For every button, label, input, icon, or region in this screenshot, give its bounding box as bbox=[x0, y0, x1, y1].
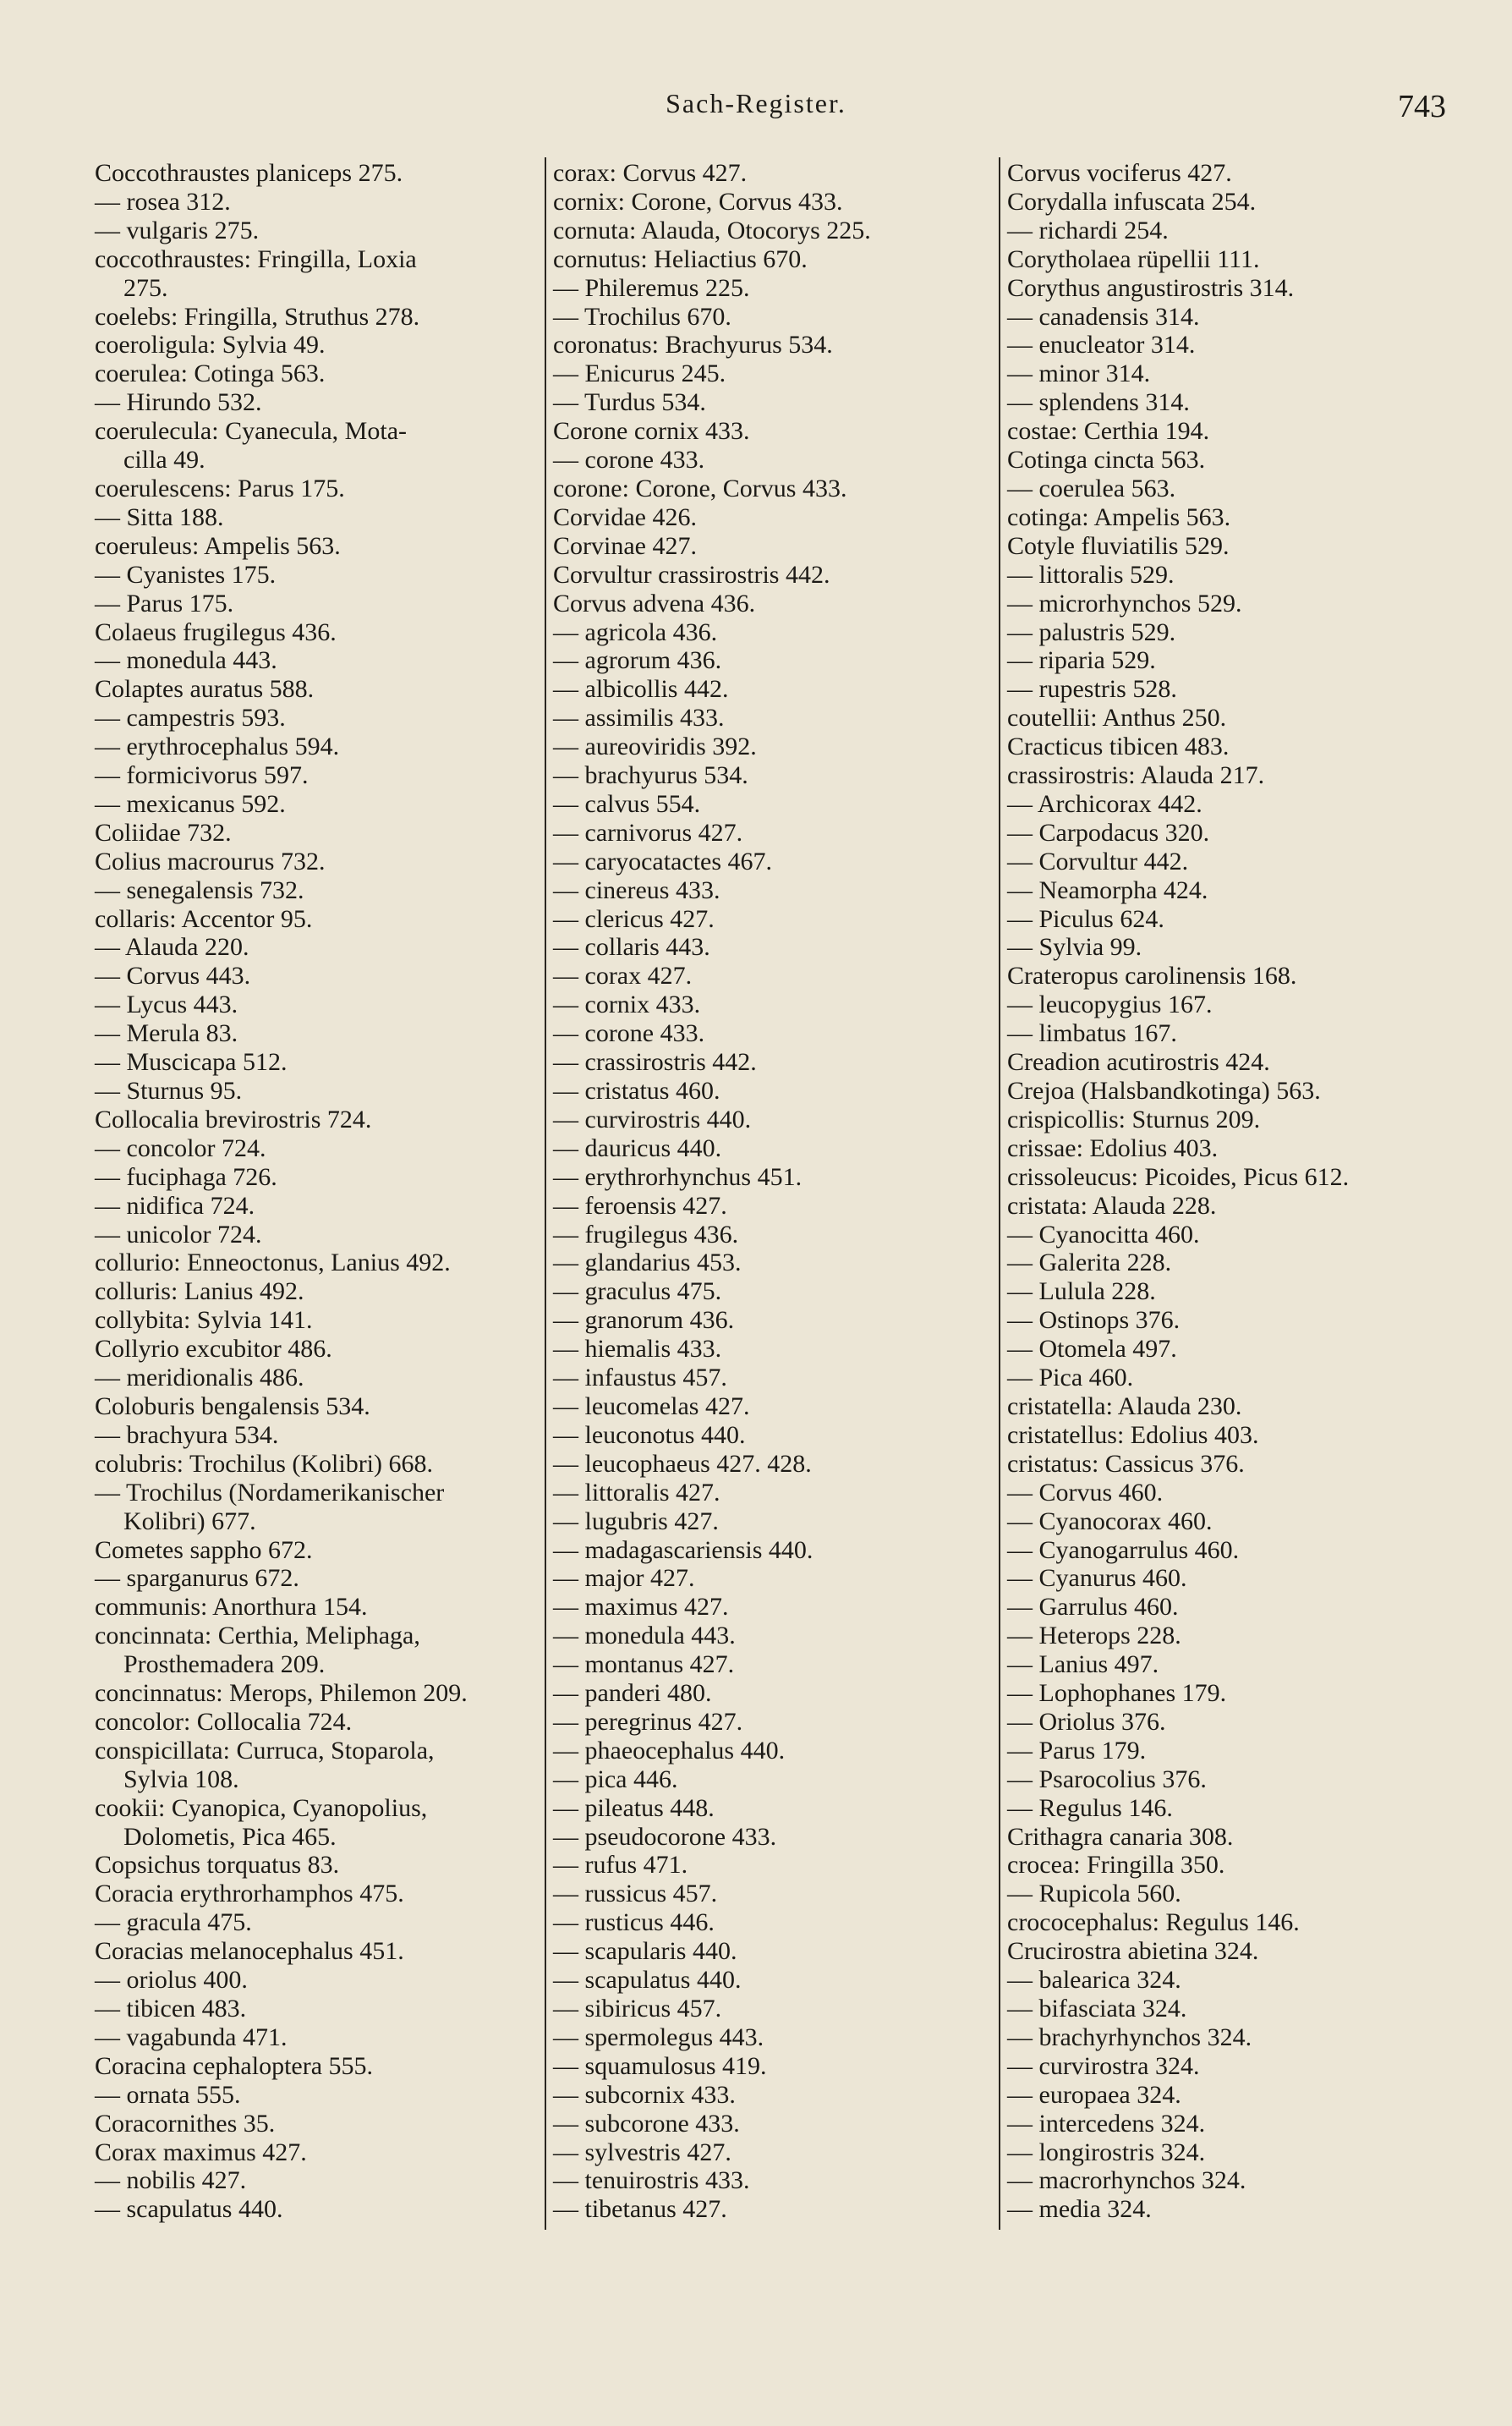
index-entry: — glandarius 453. bbox=[553, 1249, 742, 1277]
index-entry: Copsichus torquatus 83. bbox=[95, 1851, 340, 1880]
index-entry: — Hirundo 532. bbox=[95, 388, 262, 417]
index-entry: — limbatus 167. bbox=[1007, 1019, 1177, 1048]
index-entry: — riparia 529. bbox=[1007, 646, 1156, 675]
index-entry: — tibetanus 427. bbox=[553, 2195, 727, 2224]
index-entry: Coloburis bengalensis 534. bbox=[95, 1391, 370, 1420]
index-entry: Coracia erythrorhamphos 475. bbox=[95, 1880, 404, 1908]
index-entry: — Merula 83. bbox=[95, 1019, 238, 1048]
index-entry: — formicivorus 597. bbox=[95, 761, 309, 790]
index-entry: — Galerita 228. bbox=[1007, 1249, 1172, 1277]
index-entry: — scapularis 440. bbox=[553, 1937, 737, 1966]
index-entry: — leucomelas 427. bbox=[553, 1391, 750, 1420]
index-entry: Prosthemadera 209. bbox=[123, 1650, 326, 1679]
index-entry: — infaustus 457. bbox=[553, 1364, 727, 1392]
index-entry: — sylvestris 427. bbox=[553, 2138, 731, 2166]
index-entry: — tibicen 483. bbox=[95, 1995, 247, 2023]
index-entry: colubris: Trochilus (Kolibri) 668. bbox=[95, 1449, 434, 1478]
index-entry: — gracula 475. bbox=[95, 1908, 252, 1937]
index-entry: — monedula 443. bbox=[553, 1622, 736, 1650]
index-entry: — palustris 529. bbox=[1007, 617, 1176, 646]
index-entry: — assimilis 433. bbox=[553, 704, 725, 733]
index-entry: — unicolor 724. bbox=[95, 1220, 262, 1249]
index-entry: Crithagra canaria 308. bbox=[1007, 1822, 1234, 1851]
index-entry: — nobilis 427. bbox=[95, 2166, 247, 2195]
index-entry: — panderi 480. bbox=[553, 1679, 712, 1708]
index-entry: — Lanius 497. bbox=[1007, 1650, 1159, 1679]
index-entry: Creadion acutirostris 424. bbox=[1007, 1048, 1270, 1077]
index-entry: concolor: Collocalia 724. bbox=[95, 1707, 353, 1736]
column-divider bbox=[545, 157, 546, 2230]
index-entry: Collocalia brevirostris 724. bbox=[95, 1105, 372, 1133]
index-entry: cristatella: Alauda 230. bbox=[1007, 1391, 1242, 1420]
index-entry: — Turdus 534. bbox=[553, 388, 706, 417]
index-entry: Crejoa (Halsbandkotinga) 563. bbox=[1007, 1077, 1321, 1105]
index-entry: — media 324. bbox=[1007, 2195, 1152, 2224]
index-entry: — Enicurus 245. bbox=[553, 360, 726, 388]
index-entry: — leuconotus 440. bbox=[553, 1420, 746, 1449]
index-entry: — vulgaris 275. bbox=[95, 216, 260, 244]
index-entry: cristata: Alauda 228. bbox=[1007, 1191, 1217, 1220]
index-entry: Corythus angustirostris 314. bbox=[1007, 273, 1295, 302]
index-entry: Coliidae 732. bbox=[95, 818, 232, 847]
index-entry: — cornix 433. bbox=[553, 991, 701, 1019]
index-entry: — scapulatus 440. bbox=[95, 2195, 283, 2224]
index-entry: — Neamorpha 424. bbox=[1007, 875, 1208, 904]
index-entry: — Lophophanes 179. bbox=[1007, 1679, 1227, 1708]
index-entry: Corone cornix 433. bbox=[553, 417, 750, 446]
index-entry: cilla 49. bbox=[123, 446, 205, 475]
index-entry: — subcornix 433. bbox=[553, 2080, 736, 2109]
index-entry: crispicollis: Sturnus 209. bbox=[1007, 1105, 1261, 1133]
index-entry: Crateropus carolinensis 168. bbox=[1007, 962, 1297, 991]
index-entry: — Otomela 497. bbox=[1007, 1335, 1177, 1364]
index-entry: coerulea: Cotinga 563. bbox=[95, 360, 326, 388]
index-entry: — oriolus 400. bbox=[95, 1966, 248, 1995]
index-entry: — crassirostris 442. bbox=[553, 1048, 757, 1077]
page-number: 743 bbox=[1398, 89, 1446, 124]
index-entry: collaris: Accentor 95. bbox=[95, 904, 313, 933]
index-entry: — Garrulus 460. bbox=[1007, 1593, 1179, 1622]
index-entry: — aureoviridis 392. bbox=[553, 733, 757, 761]
index-entry: Corytholaea rüpellii 111. bbox=[1007, 244, 1260, 273]
index-entry: — corone 433. bbox=[553, 446, 705, 475]
index-entry: Corvus vociferus 427. bbox=[1007, 159, 1232, 187]
index-entry: coronatus: Brachyurus 534. bbox=[553, 331, 833, 360]
index-entry: Corydalla infuscata 254. bbox=[1007, 187, 1257, 216]
index-entry: crissoleucus: Picoides, Picus 612. bbox=[1007, 1162, 1350, 1191]
index-entry: — Corvus 443. bbox=[95, 962, 251, 991]
index-entry: — frugilegus 436. bbox=[553, 1220, 739, 1249]
index-entry: — rufus 471. bbox=[553, 1851, 688, 1880]
index-entry: — rupestris 528. bbox=[1007, 675, 1177, 704]
index-entry: Coccothraustes planiceps 275. bbox=[95, 159, 403, 187]
index-entry: — brachyura 534. bbox=[95, 1420, 279, 1449]
index-entry: — pseudocorone 433. bbox=[553, 1822, 777, 1851]
index-entry: Corax maximus 427. bbox=[95, 2138, 307, 2166]
index-entry: — monedula 443. bbox=[95, 646, 277, 675]
index-entry: — littoralis 427. bbox=[553, 1478, 720, 1507]
index-entry: — Oriolus 376. bbox=[1007, 1707, 1166, 1736]
index-entry: — graculus 475. bbox=[553, 1277, 722, 1306]
index-entry: — cristatus 460. bbox=[553, 1077, 720, 1105]
index-entry: — Sylvia 99. bbox=[1007, 933, 1142, 962]
index-entry: — Parus 175. bbox=[95, 589, 234, 617]
index-entry: — microrhynchos 529. bbox=[1007, 589, 1242, 617]
index-entry: — montanus 427. bbox=[553, 1650, 735, 1679]
index-entry: — Cyanogarrulus 460. bbox=[1007, 1535, 1240, 1564]
index-entry: — europaea 324. bbox=[1007, 2080, 1181, 2109]
index-entry: — Lycus 443. bbox=[95, 991, 238, 1019]
index-entry: — erythrorhynchus 451. bbox=[553, 1162, 803, 1191]
index-entry: — dauricus 440. bbox=[553, 1133, 722, 1162]
index-entry: — Carpodacus 320. bbox=[1007, 818, 1210, 847]
index-entry: — littoralis 529. bbox=[1007, 560, 1175, 589]
index-entry: — mexicanus 592. bbox=[95, 789, 286, 818]
index-entry: — lugubris 427. bbox=[553, 1507, 719, 1535]
index-entry: colluris: Lanius 492. bbox=[95, 1277, 304, 1306]
index-entry: crococephalus: Regulus 146. bbox=[1007, 1908, 1300, 1937]
index-entry: cristatellus: Edolius 403. bbox=[1007, 1420, 1259, 1449]
index-entry: corone: Corone, Corvus 433. bbox=[553, 474, 847, 502]
index-entry: cornix: Corone, Corvus 433. bbox=[553, 187, 843, 216]
index-entry: cristatus: Cassicus 376. bbox=[1007, 1449, 1245, 1478]
index-entry: — sparganurus 672. bbox=[95, 1564, 299, 1593]
index-entry: corax: Corvus 427. bbox=[553, 159, 748, 187]
index-entry: — balearica 324. bbox=[1007, 1966, 1181, 1995]
index-entry: — calvus 554. bbox=[553, 789, 701, 818]
index-column-3 bbox=[1007, 159, 1464, 2224]
index-entry: — cinereus 433. bbox=[553, 875, 720, 904]
index-entry: Collyrio excubitor 486. bbox=[95, 1335, 332, 1364]
index-entry: Colaeus frugilegus 436. bbox=[95, 617, 337, 646]
index-entry: Colaptes auratus 588. bbox=[95, 675, 315, 704]
index-entry: — pileatus 448. bbox=[553, 1793, 715, 1822]
index-entry: — fuciphaga 726. bbox=[95, 1162, 277, 1191]
index-entry: — Corvus 460. bbox=[1007, 1478, 1164, 1507]
index-entry: — Muscicapa 512. bbox=[95, 1048, 288, 1077]
index-entry: — pica 446. bbox=[553, 1765, 678, 1793]
index-entry: — Sturnus 95. bbox=[95, 1077, 243, 1105]
index-entry: — peregrinus 427. bbox=[553, 1707, 743, 1736]
index-entry: — Parus 179. bbox=[1007, 1736, 1147, 1765]
index-entry: — Cyanocorax 460. bbox=[1007, 1507, 1213, 1535]
index-entry: — rusticus 446. bbox=[553, 1908, 715, 1937]
index-entry: Cometes sappho 672. bbox=[95, 1535, 313, 1564]
index-entry: Sylvia 108. bbox=[123, 1765, 239, 1793]
index-entry: — brachyrhynchos 324. bbox=[1007, 2023, 1252, 2051]
index-entry: Coracias melanocephalus 451. bbox=[95, 1937, 404, 1966]
index-entry: crissae: Edolius 403. bbox=[1007, 1133, 1219, 1162]
index-entry: — Psarocolius 376. bbox=[1007, 1765, 1207, 1793]
index-entry: — coerulea 563. bbox=[1007, 474, 1176, 502]
index-entry: — collaris 443. bbox=[553, 933, 710, 962]
index-entry: — campestris 593. bbox=[95, 704, 286, 733]
index-entry: Corvidae 426. bbox=[553, 502, 697, 531]
index-entry: Cracticus tibicen 483. bbox=[1007, 733, 1230, 761]
index-entry: Corvus advena 436. bbox=[553, 589, 756, 617]
index-entry: concinnatus: Merops, Philemon 209. bbox=[95, 1679, 468, 1708]
index-entry: — Rupicola 560. bbox=[1007, 1880, 1181, 1908]
index-entry: conspicillata: Curruca, Stoparola, bbox=[95, 1736, 435, 1765]
index-entry: — meridionalis 486. bbox=[95, 1364, 304, 1392]
index-entry: — subcorone 433. bbox=[553, 2109, 740, 2138]
index-entry: — madagascariensis 440. bbox=[553, 1535, 814, 1564]
index-entry: concinnata: Certhia, Meliphaga, bbox=[95, 1622, 420, 1650]
index-entry: — Alauda 220. bbox=[95, 933, 249, 962]
index-entry: communis: Anorthura 154. bbox=[95, 1593, 368, 1622]
index-entry: — tenuirostris 433. bbox=[553, 2166, 750, 2195]
index-entry: — albicollis 442. bbox=[553, 675, 729, 704]
index-entry: — Regulus 146. bbox=[1007, 1793, 1173, 1822]
index-entry: — granorum 436. bbox=[553, 1306, 735, 1335]
index-entry: — Trochilus 670. bbox=[553, 302, 731, 331]
index-entry: — brachyurus 534. bbox=[553, 761, 748, 790]
index-entry: — curvirostra 324. bbox=[1007, 2051, 1200, 2080]
index-entry: Cotyle fluviatilis 529. bbox=[1007, 531, 1230, 560]
index-entry: — major 427. bbox=[553, 1564, 695, 1593]
index-entry: Coracina cephaloptera 555. bbox=[95, 2051, 374, 2080]
index-entry: — senegalensis 732. bbox=[95, 875, 304, 904]
index-entry: coerulecula: Cyanecula, Mota- bbox=[95, 417, 407, 446]
index-entry: Corvultur crassirostris 442. bbox=[553, 560, 830, 589]
index-entry: — erythrocephalus 594. bbox=[95, 733, 340, 761]
index-entry: Corvinae 427. bbox=[553, 531, 697, 560]
index-entry: Colius macrourus 732. bbox=[95, 847, 326, 875]
index-entry: — concolor 724. bbox=[95, 1133, 266, 1162]
index-entry: — maximus 427. bbox=[553, 1593, 729, 1622]
index-entry: — Piculus 624. bbox=[1007, 904, 1164, 933]
index-column-1 bbox=[95, 159, 534, 2224]
index-entry: coelebs: Fringilla, Struthus 278. bbox=[95, 302, 420, 331]
index-entry: Cotinga cincta 563. bbox=[1007, 446, 1206, 475]
column-divider bbox=[999, 157, 1000, 2230]
index-entry: collurio: Enneoctonus, Lanius 492. bbox=[95, 1249, 451, 1277]
index-entry: Kolibri) 677. bbox=[123, 1507, 256, 1535]
index-entry: — Cyanocitta 460. bbox=[1007, 1220, 1200, 1249]
index-entry: crassirostris: Alauda 217. bbox=[1007, 761, 1265, 790]
index-entry: cornutus: Heliactius 670. bbox=[553, 244, 808, 273]
index-entry: — rosea 312. bbox=[95, 187, 231, 216]
index-entry: — Corvultur 442. bbox=[1007, 847, 1189, 875]
index-entry: — Lulula 228. bbox=[1007, 1277, 1156, 1306]
index-entry: — scapulatus 440. bbox=[553, 1966, 742, 1995]
index-entry: — macrorhynchos 324. bbox=[1007, 2166, 1246, 2195]
index-entry: — enucleator 314. bbox=[1007, 331, 1196, 360]
index-entry: — carnivorus 427. bbox=[553, 818, 743, 847]
index-entry: — leucophaeus 427. 428. bbox=[553, 1449, 812, 1478]
index-entry: — intercedens 324. bbox=[1007, 2109, 1206, 2138]
index-entry: — Pica 460. bbox=[1007, 1364, 1134, 1392]
index-entry: — richardi 254. bbox=[1007, 216, 1169, 244]
index-entry: — Trochilus (Nordamerikanischer bbox=[95, 1478, 445, 1507]
index-entry: coerulescens: Parus 175. bbox=[95, 474, 345, 502]
index-entry: — corone 433. bbox=[553, 1019, 705, 1048]
index-column-2 bbox=[553, 159, 993, 2224]
index-entry: coeruleus: Ampelis 563. bbox=[95, 531, 341, 560]
index-entry: — vagabunda 471. bbox=[95, 2023, 288, 2051]
page-header-title: Sach-Register. bbox=[666, 88, 846, 118]
index-entry: coeroligula: Sylvia 49. bbox=[95, 331, 326, 360]
index-entry: — canadensis 314. bbox=[1007, 302, 1200, 331]
index-entry: — clericus 427. bbox=[553, 904, 715, 933]
index-entry: cotinga: Ampelis 563. bbox=[1007, 502, 1231, 531]
index-entry: costae: Certhia 194. bbox=[1007, 417, 1210, 446]
index-entry: cookii: Cyanopica, Cyanopolius, bbox=[95, 1793, 428, 1822]
index-entry: — hiemalis 433. bbox=[553, 1335, 722, 1364]
index-entry: Coracornithes 35. bbox=[95, 2109, 276, 2138]
index-entry: — caryocatactes 467. bbox=[553, 847, 773, 875]
index-entry: coutellii: Anthus 250. bbox=[1007, 704, 1227, 733]
index-entry: — sibiricus 457. bbox=[553, 1995, 722, 2023]
index-entry: — minor 314. bbox=[1007, 360, 1151, 388]
index-entry: Crucirostra abietina 324. bbox=[1007, 1937, 1259, 1966]
index-entry: crocea: Fringilla 350. bbox=[1007, 1851, 1225, 1880]
index-entry: — splendens 314. bbox=[1007, 388, 1190, 417]
index-entry: cornuta: Alauda, Otocorys 225. bbox=[553, 216, 871, 244]
index-entry: — nidifica 724. bbox=[95, 1191, 255, 1220]
index-entry: coccothraustes: Fringilla, Loxia bbox=[95, 244, 417, 273]
index-entry: — agrorum 436. bbox=[553, 646, 722, 675]
index-entry: — Sitta 188. bbox=[95, 502, 224, 531]
index-entry: — Archicorax 442. bbox=[1007, 789, 1202, 818]
index-entry: — agricola 436. bbox=[553, 617, 718, 646]
index-entry: — feroensis 427. bbox=[553, 1191, 727, 1220]
index-entry: — Ostinops 376. bbox=[1007, 1306, 1181, 1335]
index-entry: — curvirostris 440. bbox=[553, 1105, 752, 1133]
index-entry: — Heterops 228. bbox=[1007, 1622, 1181, 1650]
index-entry: — Phileremus 225. bbox=[553, 273, 750, 302]
index-entry: — squamulosus 419. bbox=[553, 2051, 767, 2080]
index-entry: — bifasciata 324. bbox=[1007, 1995, 1187, 2023]
index-entry: — Cyanurus 460. bbox=[1007, 1564, 1187, 1593]
index-entry: Dolometis, Pica 465. bbox=[123, 1822, 337, 1851]
index-entry: — leucopygius 167. bbox=[1007, 991, 1213, 1019]
index-entry: — longirostris 324. bbox=[1007, 2138, 1206, 2166]
index-entry: 275. bbox=[123, 273, 168, 302]
index-entry: — spermolegus 443. bbox=[553, 2023, 764, 2051]
index-entry: — ornata 555. bbox=[95, 2080, 241, 2109]
index-entry: — Cyanistes 175. bbox=[95, 560, 277, 589]
index-entry: — phaeocephalus 440. bbox=[553, 1736, 786, 1765]
index-entry: — corax 427. bbox=[553, 962, 693, 991]
index-entry: — russicus 457. bbox=[553, 1880, 718, 1908]
index-entry: collybita: Sylvia 141. bbox=[95, 1306, 313, 1335]
